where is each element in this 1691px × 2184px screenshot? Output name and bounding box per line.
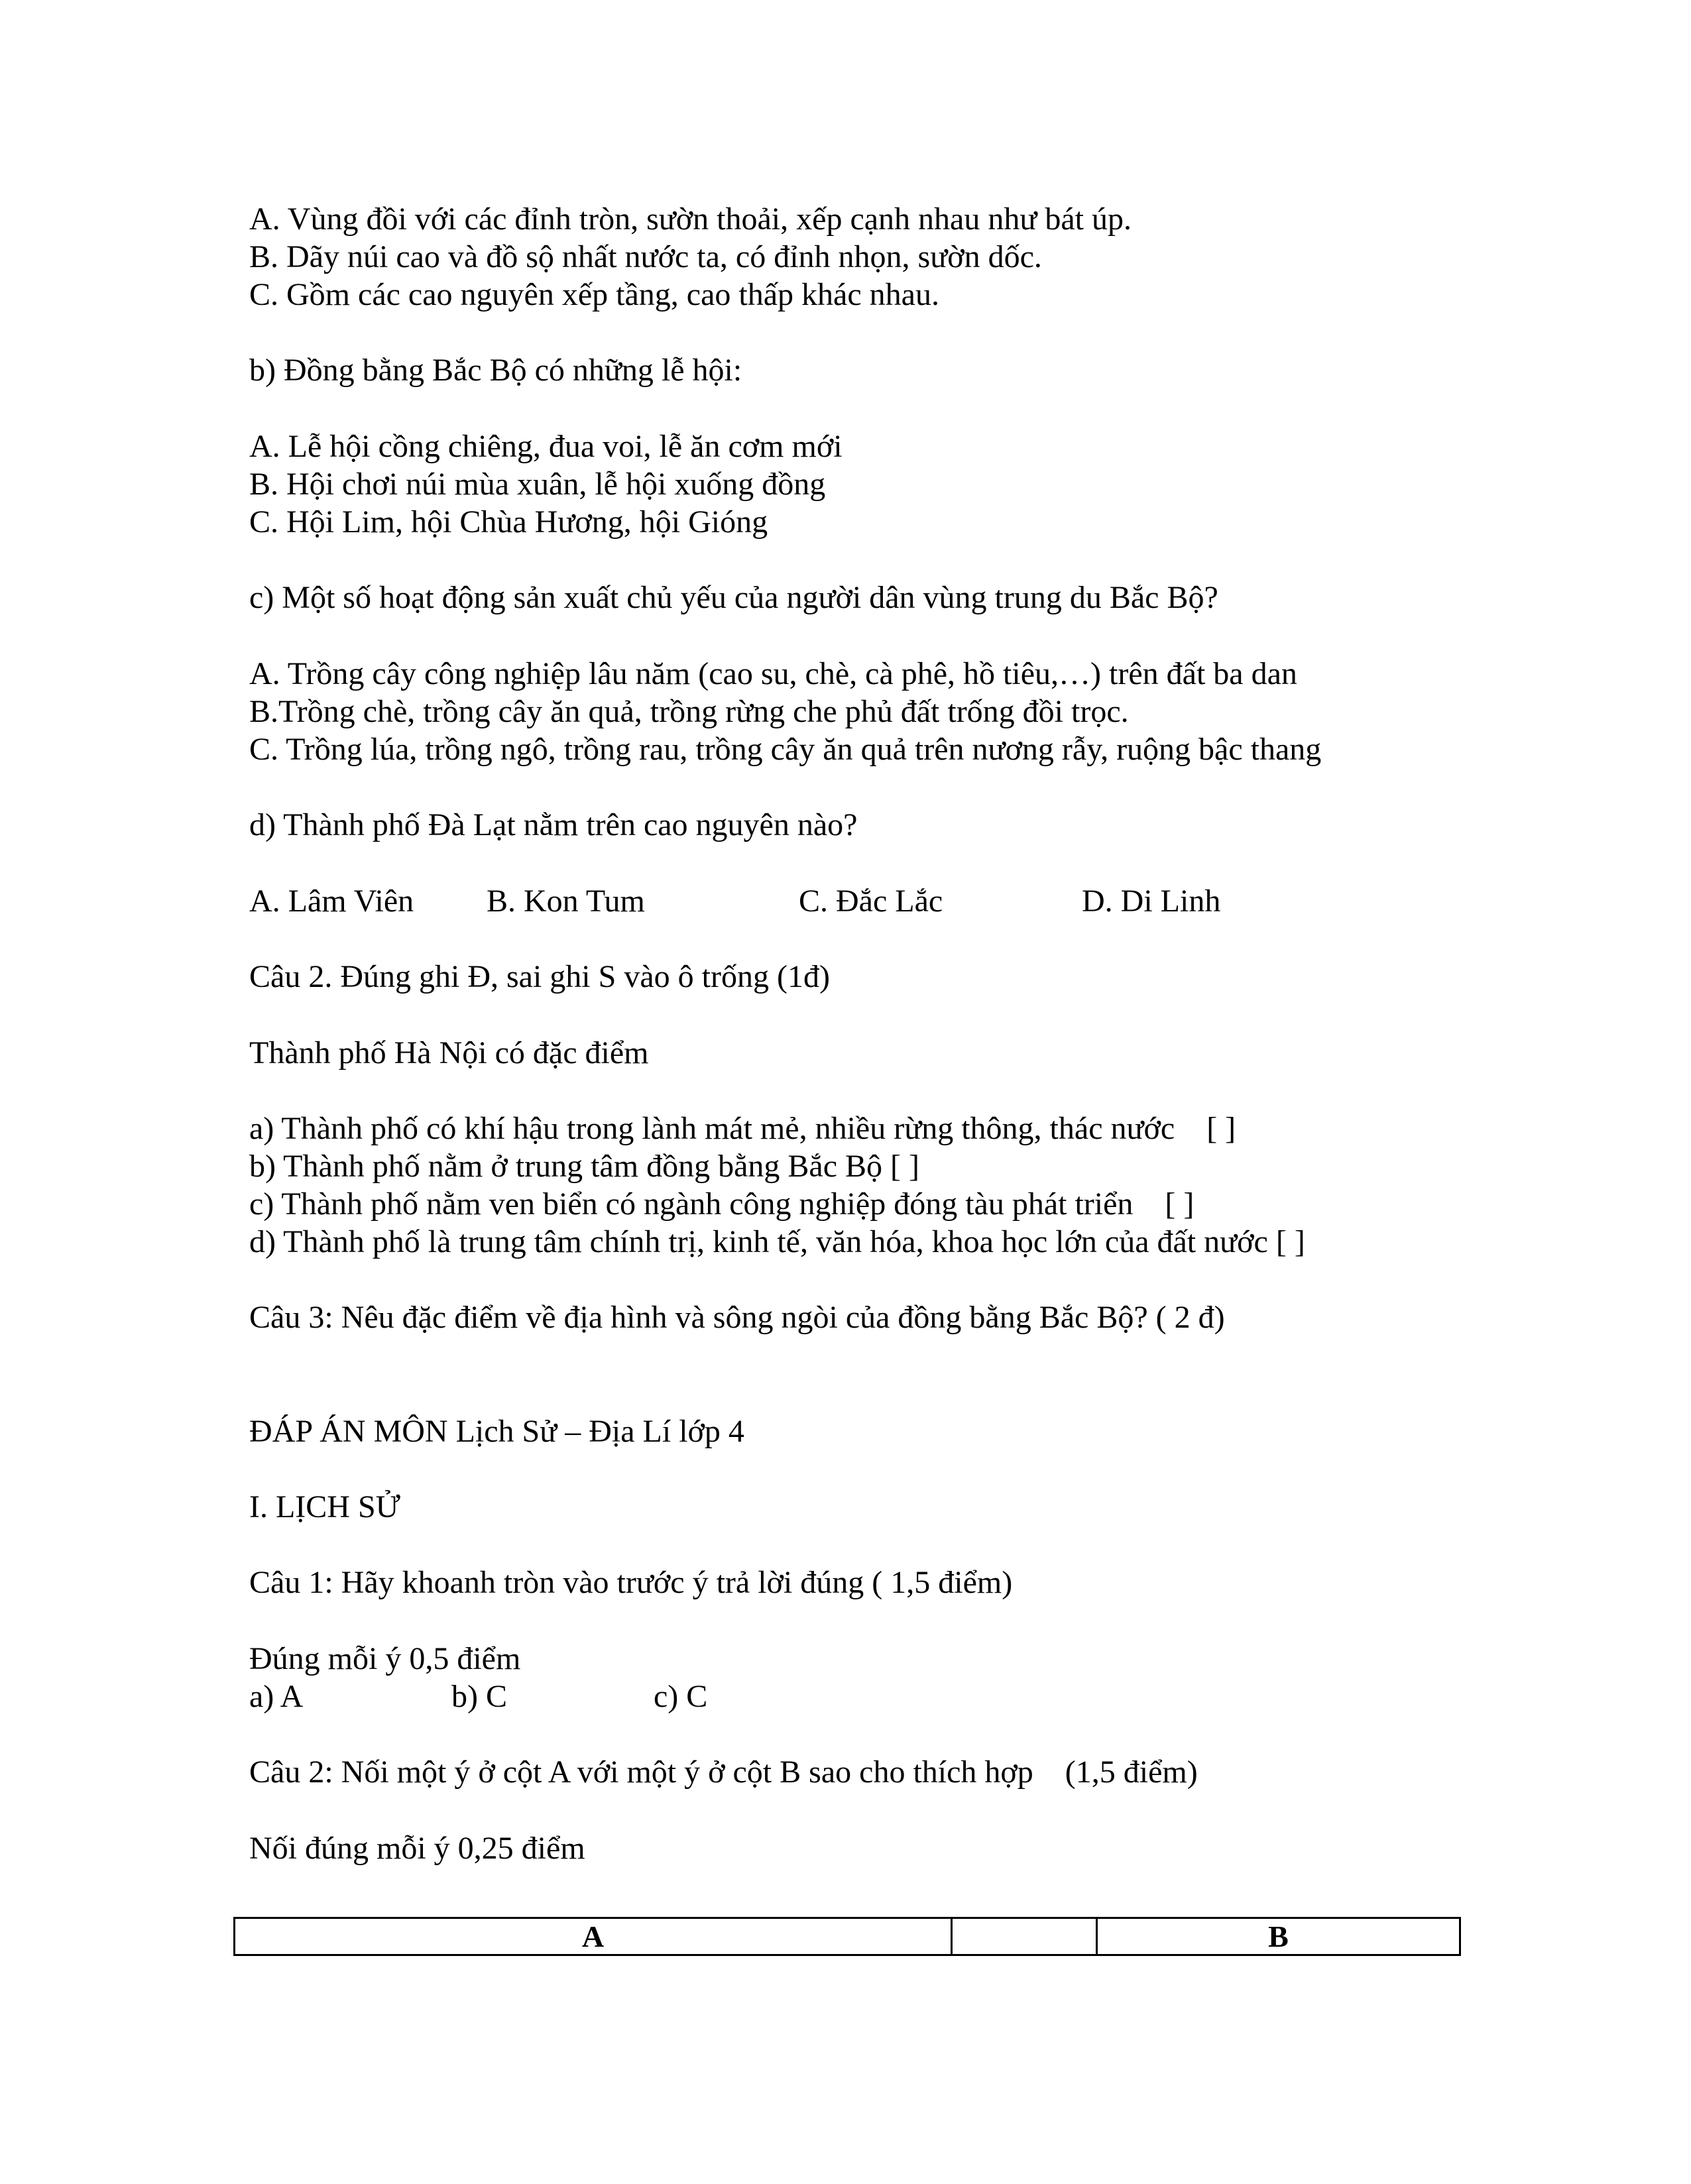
q2-item-d: d) Thành phố là trung tâm chính trị, kinh tế, văn hóa, khoa học lớn của đất nước [ ]: [249, 1224, 1305, 1259]
q2-item-a: a) Thành phố có khí hậu trong lành mát mẻ, nhiều rừng thông, thác nước [ ]: [249, 1111, 1236, 1146]
column-middle-header: [952, 1918, 1097, 1955]
answer-c1-key-c: c) C: [654, 1679, 708, 1714]
q1-option-a: A. Vùng đồi với các đỉnh tròn, sườn thoải, xếp cạnh nhau như bát úp.: [249, 201, 1132, 237]
answer-c2-points: Nối đúng mỗi ý 0,25 điểm: [249, 1831, 585, 1866]
q1-option-b: B. Dãy núi cao và đồ sộ nhất nước ta, có đỉnh nhọn, sườn dốc.: [249, 239, 1042, 274]
answer-c1-title: Câu 1: Hãy khoanh tròn vào trước ý trả lời đúng ( 1,5 điểm): [249, 1565, 1013, 1600]
answer-key-title: ĐÁP ÁN MÔN Lịch Sử – Địa Lí lớp 4: [249, 1414, 744, 1449]
q1c-question: c) Một số hoạt động sản xuất chủ yếu của người dân vùng trung du Bắc Bộ?: [249, 580, 1218, 615]
q1d-option-a: A. Lâm Viên: [249, 884, 414, 919]
section-heading: I. LỊCH SỬ: [249, 1489, 400, 1524]
column-b-header: B: [1097, 1918, 1460, 1955]
q1b-question: b) Đồng bằng Bắc Bộ có những lễ hội:: [249, 353, 742, 388]
q2-intro: Thành phố Hà Nội có đặc điểm: [249, 1035, 649, 1070]
q1c-option-a: A. Trồng cây công nghiệp lâu năm (cao su, chè, cà phê, hồ tiêu,…) trên đất ba dan: [249, 656, 1297, 691]
q1c-option-b: B.Trồng chè, trồng cây ăn quả, trồng rừng che phủ đất trống đồi trọc.: [249, 694, 1129, 729]
q1d-option-d: D. Di Linh: [1082, 884, 1221, 919]
q1d-option-b: B. Kon Tum: [487, 884, 645, 919]
q1b-option-a: A. Lễ hội cồng chiêng, đua voi, lễ ăn cơm mới: [249, 429, 843, 464]
answer-c1-key-b: b) C: [451, 1679, 507, 1714]
answer-c2-title: Câu 2: Nối một ý ở cột A với một ý ở cột B sao cho thích hợp (1,5 điểm): [249, 1754, 1198, 1790]
q1b-option-c: C. Hội Lim, hội Chùa Hương, hội Gióng: [249, 504, 768, 540]
q1c-option-c: C. Trồng lúa, trồng ngô, trồng rau, trồng cây ăn quả trên nương rẫy, ruộng bậc thang: [249, 732, 1322, 767]
q2-item-c: c) Thành phố nằm ven biển có ngành công nghiệp đóng tàu phát triển [ ]: [249, 1186, 1195, 1222]
q1d-question: d) Thành phố Đà Lạt nằm trên cao nguyên nào?: [249, 807, 858, 842]
q2-title: Câu 2. Đúng ghi Đ, sai ghi S vào ô trống (1đ): [249, 959, 830, 994]
q1-option-c: C. Gồm các cao nguyên xếp tầng, cao thấp khác nhau.: [249, 277, 939, 312]
answer-c1-key-a: a) A: [249, 1679, 304, 1714]
q2-item-b: b) Thành phố nằm ở trung tâm đồng bằng Bắc Bộ [ ]: [249, 1149, 919, 1184]
q3-question: Câu 3: Nêu đặc điểm về địa hình và sông ngòi của đồng bằng Bắc Bộ? ( 2 đ): [249, 1300, 1225, 1335]
column-a-header: A: [235, 1918, 952, 1955]
matching-table: [233, 1917, 1461, 1956]
matching-table-header-row: [235, 1918, 1460, 1955]
answer-c1-points: Đúng mỗi ý 0,5 điểm: [249, 1641, 521, 1676]
q1b-option-b: B. Hội chơi núi mùa xuân, lễ hội xuống đồng: [249, 467, 826, 502]
q1d-option-c: C. Đắc Lắc: [799, 884, 943, 919]
